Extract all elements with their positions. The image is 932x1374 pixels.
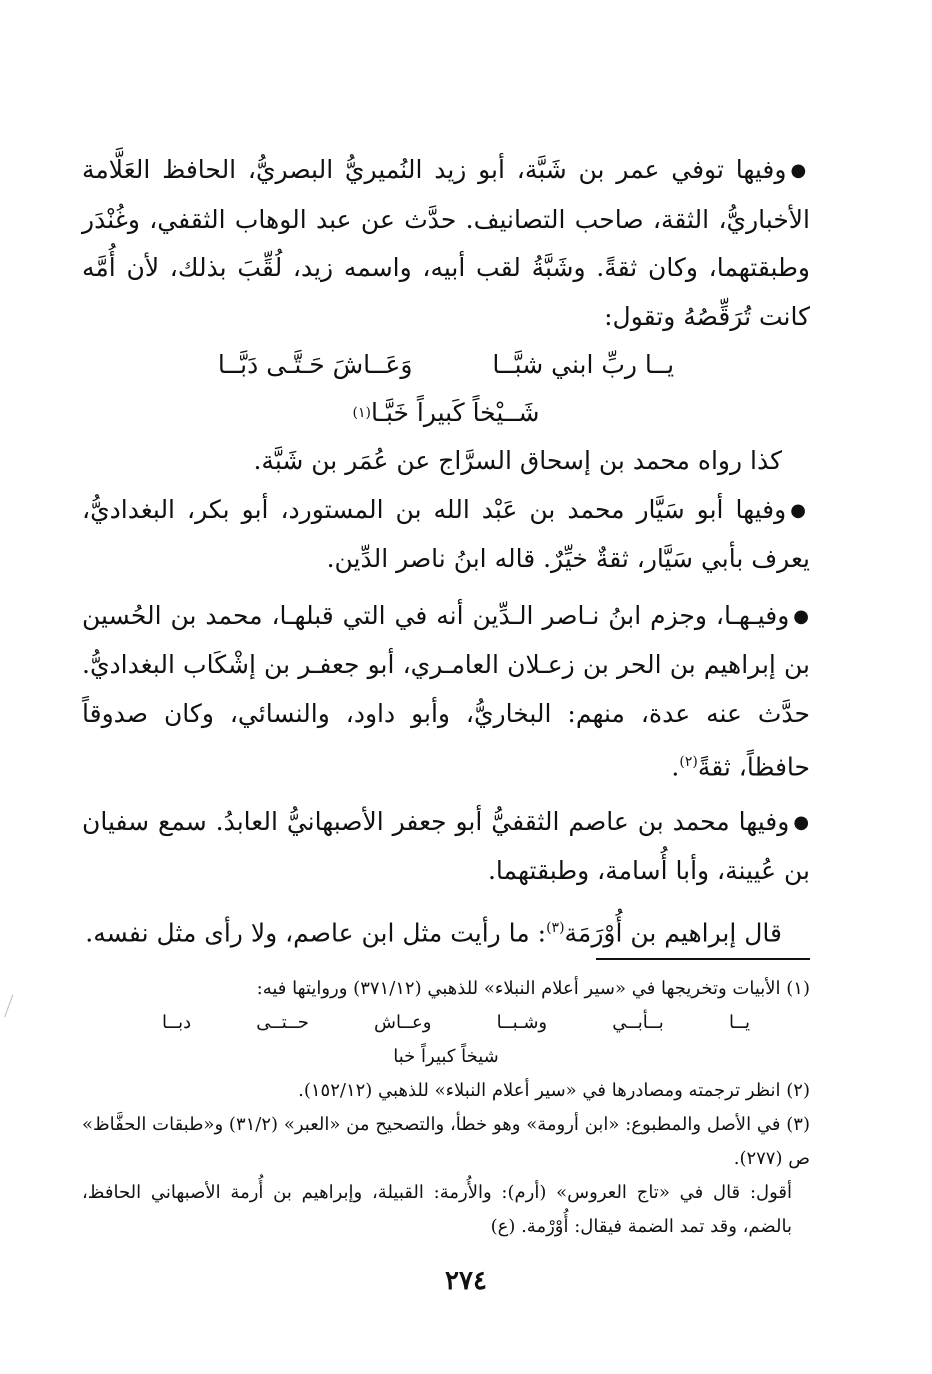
paragraph-text: قال إبراهيم بن أُوْرَمَة (564, 918, 782, 948)
footnote-3: (٣) في الأصل والمطبوع: «ابن أرومة» وهو خطأ، والتصحيح من «العبر» (٣١/٢) و«طبقات الحفَّاظ» ص (٢٧٧). (82, 1114, 810, 1169)
fn-poem-word-3: وشـبــا (496, 1012, 548, 1033)
footnote-1-poem (82, 1006, 810, 1040)
paragraph-ibrahim-ibn-awrama (82, 904, 810, 958)
fn-poem-word-2: بــأبــي (612, 1012, 664, 1033)
footnote-ref-3[interactable]: (٣) (546, 919, 565, 936)
paragraph-text: وفيـهـا، وجزم ابنُ نـاصر الـدِّين أنه في التي قبلهـا، محمد بن الحُسين بن إبراهيم بن الحر بن زعـلان العامـري، أبو جعفـر بن إشْكَاب البغداديُّ. حدَّث عنه عدة، منهم: البخاريُّ، وأبو داود، والنسائي، وكان صدوقاً حافظاً، ثقةً (82, 600, 810, 782)
footnotes (82, 972, 810, 1244)
poem (82, 341, 810, 437)
fn-poem-word-4: وعــاش (374, 1012, 432, 1033)
paragraph-ibn-ishkab: ● وفيـهـا، وجزم ابنُ نـاصر الـدِّين أنه في التي قبلهـا، محمد بن الحُسين بن إبراهيم بن الحر بن زعـلان العامـري، أبو جعفـر بن إشْكَاب البغداديُّ. حدَّث عنه عدة، منهم: البخاريُّ، وأبو داود، والنسائي، وكان صدوقاً حافظاً، ثقةً$^{(٢)}$. (82, 592, 810, 792)
footnote-ref-1[interactable]: (١) (352, 405, 371, 421)
paragraph-muhammad-ibn-asim (82, 798, 810, 896)
footnote-1: (١) الأبيات وتخريجها في «سير أعلام النبلاء» للذهبي (٣٧١/١٢) وروايتها فيه: (256, 978, 810, 999)
fn-poem-word-5: حــتــى (256, 1012, 309, 1033)
poem-hemistich-3: شَــيْخاً كَبيراً خَبَّـا (371, 398, 540, 427)
paragraph-text: وفيها أبو سَيَّار محمد بن عَبْد الله بن المستورد، أبو بكر، البغداديُّ، يعرف بأبي سَيَّار، ثقةٌ خيِّرٌ. قاله ابنُ ناصر الدِّين. (82, 494, 810, 573)
fn-poem-word-1: يــا (728, 1012, 750, 1033)
fn-poem-word-6: دبــا (162, 1012, 192, 1033)
paragraph-abu-sayyar (82, 486, 810, 584)
footnote-1-poem-line-2: شيخاً كبيراً خبا (393, 1046, 499, 1067)
poem-line-2 (82, 389, 810, 437)
poem-hemistich-1: يــا ربِّ ابني شبَّــا (492, 350, 675, 379)
main-text (82, 146, 810, 958)
page-number: ٢٧٤ (445, 1266, 487, 1296)
scan-mark (4, 995, 19, 1020)
footnote-3-note: أقول: قال في «تاج العروس» (أرم): والأُرمة: القبيلة، وإبراهيم بن أُرمة الأصبهاني الحافظ، بالضم، وقد تمد الضمة فيقال: أُوْرْمة. (ع) (82, 1182, 792, 1237)
poem-hemistich-2: وَعَــاشَ حَـتَّـى دَبَّــا (217, 350, 413, 379)
footnote-separator (596, 958, 810, 960)
footnote-2: (٢) انظر ترجمته ومصادرها في «سير أعلام النبلاء» للذهبي (١٥٢/١٢). (298, 1080, 810, 1101)
paragraph-riwaya (82, 437, 810, 486)
paragraph-text: وفيها محمد بن عاصم الثقفيُّ أبو جعفر الأصبهانيُّ العابدُ. سمع سفيان بن عُيينة، وأبا أُسامة، وطبقتهما. (82, 806, 810, 886)
paragraph-umar-ibn-shabba (82, 146, 810, 341)
footnote-ref-2[interactable]: (٢) (679, 754, 698, 770)
paragraph-text: : ما رأيت مثل ابن عاصم، ولا رأى مثل نفسه. (85, 918, 547, 948)
poem-line-1 (82, 341, 810, 389)
paragraph-text: كذا رواه محمد بن إسحاق السرَّاج عن عُمَر بن شَبَّة. (253, 446, 782, 475)
paragraph-text: وفيها توفي عمر بن شَبَّة، أبو زيد النُميريُّ البصريُّ، الحافظ العَلَّامة الأخباريُّ، الثقة، صاحب التصانيف. حدَّث عن عبد الوهاب الثقفي، وغُنْدَر وطبقتهما، وكان ثقةً. وشَبَّةُ لقب أبيه، واسمه زيد، لُقِّبَ بذلك، لأن أُمَّه كانت تُرَقِّصُهُ وتقول: (82, 155, 810, 331)
